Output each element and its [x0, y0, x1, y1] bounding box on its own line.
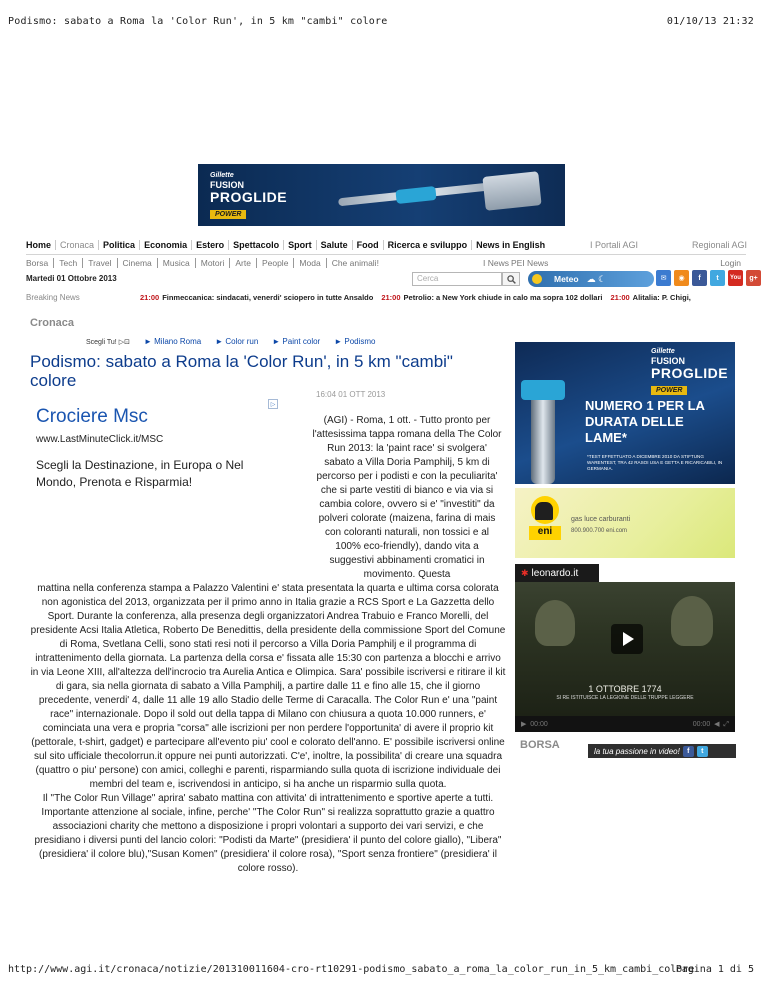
main-nav: [26, 238, 746, 252]
twitter-icon[interactable]: t: [710, 270, 725, 286]
eni-ad[interactable]: [515, 488, 735, 558]
print-url: http://www.agi.it/cronaca/notizie/201310011604-cro-rt10291-podismo_sabato_a_roma_la_color_run_in_5_km_cambi_colore: [8, 964, 695, 975]
nav-item-salute[interactable]: Salute: [316, 240, 352, 250]
ticker-time: 21:00: [381, 292, 401, 302]
mail-icon[interactable]: ✉: [656, 270, 671, 286]
meteo-label: Meteo: [554, 274, 579, 284]
nav-item-news-in-english[interactable]: News in English: [471, 240, 549, 250]
nav-divider: [26, 254, 746, 255]
razor-head-graphic: [482, 171, 541, 211]
article-headline: Podismo: sabato a Roma la 'Color Run', in 5 km "cambi" colore: [30, 352, 453, 390]
right-gillette-ad[interactable]: [515, 342, 735, 484]
article-paragraph: Il "The Color Run Village" aprira' sabato mattina con attivita' di intrattenimento e sportive aperte a tutti.: [42, 793, 494, 804]
nav-item-cronaca[interactable]: Cronaca: [55, 240, 98, 250]
nav-item-economia[interactable]: Economia: [139, 240, 191, 250]
video-time-current: 00:00: [530, 720, 548, 728]
ad-logo: Gillette FUSION PROGLIDE POWER: [651, 348, 729, 394]
passion-bar[interactable]: [588, 744, 736, 758]
text-ad-description: Scegli la Destinazione, in Europa o Nel Mondo, Prenota e Risparmia!: [36, 458, 244, 489]
article-body-intro: (AGI) - Roma, 1 ott. - Tutto pronto per l'attesissima tappa romana della The Color Run 2013: la 'paint race' si svolgera' sabato a Villa Doria Pamphilj, 5 km di percorso per i podisti e con la peculiarita' che si parte vestiti di bianco e via via si cambia colore, ovvero si e' "investiti" da polveri colorate (maizena, farina di mais con coloranti naturali, non tossici e al 100% eco-friendly), dando vita a suggestivi abbinamenti cromatici in movimento. Questa: [312, 415, 502, 580]
ad-headline: NUMERO 1 PER LA DURATA DELLE LAME*: [585, 398, 705, 445]
subnav-item-cinema[interactable]: Cinema: [117, 258, 157, 268]
text-ad-url[interactable]: www.LastMinuteClick.it/MSC: [36, 434, 164, 445]
adchoices-icon[interactable]: ▷: [268, 399, 278, 409]
rss-icon[interactable]: ◉: [674, 270, 689, 286]
video-controls[interactable]: [515, 716, 735, 732]
nav-item-estero[interactable]: Estero: [191, 240, 228, 250]
leonardo-logo[interactable]: ✱ leonardo.it: [515, 564, 599, 582]
play-small-icon[interactable]: ▶: [521, 721, 531, 728]
subnav-item-travel[interactable]: Travel: [82, 258, 116, 268]
subnav-item-tech[interactable]: Tech: [53, 258, 82, 268]
sub-nav: [26, 257, 746, 269]
top-banner-ad[interactable]: [198, 164, 565, 226]
soldier-figure: [535, 600, 575, 646]
play-icon[interactable]: [611, 624, 643, 654]
ticker-time: 21:00: [610, 292, 630, 302]
cloud-icon: ☁ ☾: [586, 273, 607, 284]
video-caption: 1 OTTOBRE 1774: [588, 684, 662, 694]
ticker-item[interactable]: Alitalia: P. Chigi,: [632, 292, 691, 302]
eni-services: gas luce carburanti: [571, 516, 631, 523]
leonardo-dot-icon: ✱: [521, 567, 529, 578]
borsa-section-title: BORSA: [520, 739, 560, 751]
article-paragraph: Importante attenzione al sociale, infine, perche' "The Color Run" si realizza soprattutto grazie a quattro associazioni charity che mettono a disposizione i propri volontari a supporto dei vari servizi, e che presidiano i diversi punti del lancio colori: "Podisti da Marte" (presidiera' il punto del colore giallo), "Libera" (presidiera' il colore blu),"Susan Komen" (presidiera' il colore rosa), "Sport senza frontiere" (presidiera' il colore rosso).: [34, 807, 502, 874]
tag-bar: [86, 337, 375, 346]
article-paragraph: mattina nella conferenza stampa a Palazzo Valentini e' stata presentata la quarta e ultima corsa colorata non agonistica del 2013, organizzata per il primo anno in Italia grazie a RCS Sport e La Gazzetta dello Sport. Durante la conferenza, alla presenza degli organizzatori Andrea Trabuio e Franco Morelli, del presidente Acsi Italia Atletica, Roberto De Benedittis, della presidente della commissione Sport del Comune di Roma, Svetlana Celli, sono stati resi noti il percorso a Villa Doria Pamphilj e il programma di intrattenimento della giornata. La partenza della corsa e' fissata alle 15:30 con partenza a blocchi e arrivo in via Leone XIII, all'altezza dell'incrocio tra Aurelia Antica e Olimpica. Sara' possibile iscriversi e ritirare il kit di gara, sia nella giornata di sabato a Villa Pamphilj, a partire dalle 11 e fino alle 15, che il giorno precedente, venerdi' 4, dalle 11 alle 19 allo Stadio delle Terme di Caracalla. The Color Run e' una "paint race" internazionale. Dopo il sold out della tappa di Milano con chiusura a quota 10.000 runners, e' cominciata una vera e propria "corsa" alle iscrizioni per non perdere l'opportunita' di avere il proprio kit (pettorale, t-shirt, gadget) e partecipare all'evento piu' cool e colorato dell'anno. E' possibile iscriversi online sul sito ufficiale thecolorrun.it oppure nei punti autorizzati. C'e', inoltre, la possibilita' di creare una squadra (quattro o piu' persone) con amici, colleghi e parenti, risparmiando sulla quota di iscrizione individuale dei membri del team e, iscrivendosi in anticipo, si ha anche un risparmio sulla quota.: [30, 583, 506, 790]
text-ad[interactable]: [36, 406, 282, 491]
social-icons: [656, 270, 761, 286]
print-title: Podismo: sabato a Roma la 'Color Run', in 5 km "cambi" colore: [8, 16, 388, 27]
facebook-icon[interactable]: f: [692, 270, 707, 286]
subnav-item-people[interactable]: People: [256, 258, 293, 268]
eni-contact: 800.900.700 eni.com: [571, 528, 628, 534]
subnav-item-moda[interactable]: Moda: [293, 258, 325, 268]
banner-logo: Gillette FUSION PROGLIDE POWER: [210, 172, 288, 218]
googleplus-icon[interactable]: g+: [746, 270, 761, 286]
subnav-inews[interactable]: I News: [483, 258, 509, 268]
nav-regionali-agi[interactable]: Regionali AGI: [692, 240, 748, 250]
subnav-item-che-animali[interactable]: Che animali!: [326, 258, 384, 268]
subnav-peinews[interactable]: PEI News: [511, 258, 549, 268]
subnav-item-arte[interactable]: Arte: [229, 258, 256, 268]
breaking-news-ticker: [26, 291, 748, 303]
nav-portali-agi[interactable]: I Portali AGI: [590, 240, 639, 250]
nav-item-sport[interactable]: Sport: [283, 240, 316, 250]
nav-item-spettacolo[interactable]: Spettacolo: [228, 240, 283, 250]
video-subcaption: SI RE ISTITUISCE LA LEGIONE DELLE TRUPPE LEGGERE: [556, 695, 694, 701]
twitter-icon[interactable]: t: [697, 746, 708, 757]
breaking-news-label: Breaking News: [26, 292, 80, 302]
meteo-widget[interactable]: [528, 271, 654, 287]
passion-text: la tua passione in video!: [594, 746, 680, 756]
current-date: Martedi 01 Ottobre 2013: [26, 274, 117, 283]
tag-link[interactable]: ► Milano Roma: [143, 337, 202, 346]
login-link[interactable]: Login: [720, 258, 741, 268]
ticker-time: 21:00: [140, 292, 160, 302]
subnav-item-motori[interactable]: Motori: [195, 258, 230, 268]
ticker-item[interactable]: Petrolio: a New York chiude in calo ma sopra 102 dollari: [403, 292, 603, 302]
volume-icon[interactable]: ◀ ⤢: [710, 720, 729, 728]
eni-dog-figure: [535, 502, 553, 520]
razor-grip-graphic: [395, 186, 436, 204]
print-page-number: Pagina 1 di 5: [675, 964, 754, 975]
tag-link[interactable]: ► Podismo: [334, 337, 376, 346]
ticker-item[interactable]: Finmeccanica: sindacati, venerdi' sciopero in tutte Ansaldo: [162, 292, 374, 302]
article-timestamp: 16:04 01 OTT 2013: [316, 390, 386, 399]
sun-icon: [532, 274, 542, 284]
razor-head-graphic: [521, 380, 565, 400]
search-input[interactable]: Cerca: [412, 272, 502, 286]
razor-graphic: [531, 386, 555, 484]
nav-item-politica[interactable]: Politica: [98, 240, 139, 250]
nav-item-ricerca[interactable]: Ricerca e sviluppo: [383, 240, 472, 250]
tag-link[interactable]: ► Color run: [215, 337, 259, 346]
subnav-item-borsa[interactable]: Borsa: [26, 258, 49, 268]
ad-fineprint: *TEST EFFETTUATO A DICEMBRE 2010 DA STIFTUNG WARENTEST, TRA 42 RASOI USA E GETTA E RICARICABILI, IN GERMANIA.: [587, 454, 723, 471]
print-datetime: 01/10/13 21:32: [666, 16, 754, 27]
tag-link[interactable]: ► Paint color: [272, 337, 321, 346]
search-icon: [507, 275, 516, 284]
video-player[interactable]: [515, 582, 735, 716]
soldier-figure: [671, 596, 713, 646]
eni-wordmark: eni: [529, 526, 561, 540]
scegli-tu-widget[interactable]: Scegli Tu! ▷⊡: [86, 338, 130, 346]
nav-item-home[interactable]: Home: [26, 240, 52, 250]
facebook-icon[interactable]: f: [683, 746, 694, 757]
article-body: [30, 582, 506, 876]
nav-item-food[interactable]: Food: [352, 240, 383, 250]
video-time-total: 00:00: [692, 720, 711, 728]
subnav-item-musica[interactable]: Musica: [157, 258, 195, 268]
youtube-icon[interactable]: You: [728, 270, 743, 286]
text-ad-title[interactable]: Crociere Msc: [36, 406, 148, 427]
search-button[interactable]: [502, 272, 520, 286]
section-title: Cronaca: [30, 317, 75, 329]
